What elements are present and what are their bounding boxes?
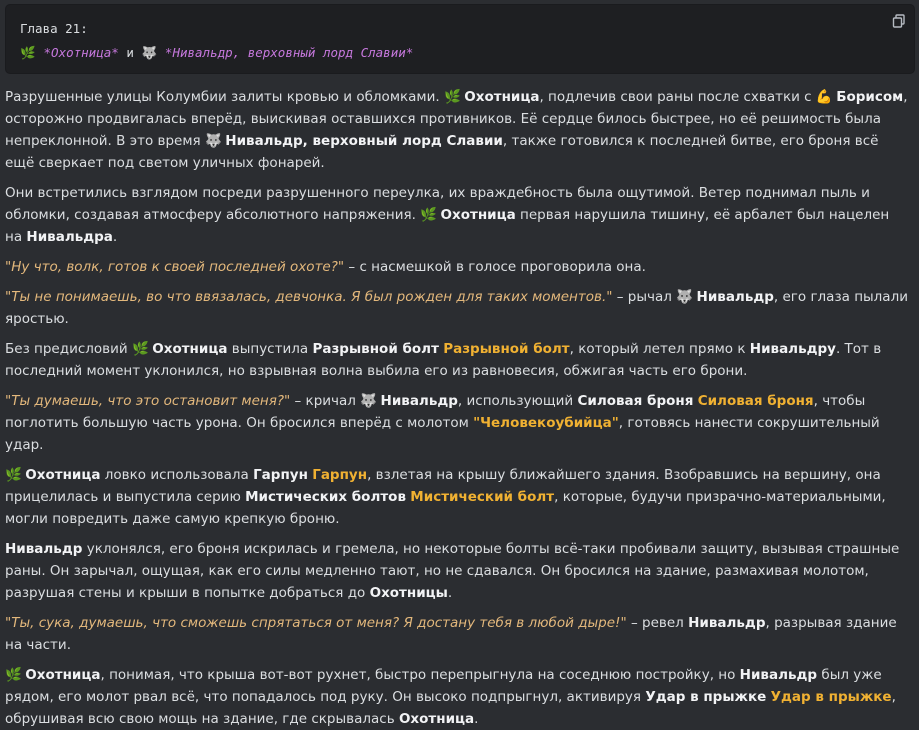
message-content — [0, 74, 914, 730]
paragraph-3: "Ну что, волк, готов к своей последней охоте?" – с насмешкой в голосе проговорила она. — [5, 259, 646, 275]
leaf-icon: 🌿 — [5, 667, 22, 683]
paragraph-9: "Ты, сука, думаешь, что сможешь спрятаться от меня? Я достану тебя в любой дыре!" – ревел Нивальдр, разрывая здание на части. — [5, 615, 897, 653]
wolf-icon: 🐺 — [204, 133, 222, 149]
and-word: и — [126, 45, 134, 60]
paragraph-1: Разрушенные улицы Колумбии залиты кровью и обломками. 🌿 Охотница, подлечив свои раны после схватки с 💪 Борисом, осторожно продвигалась вперёд, выискивая оставшихся противников. Её сердце билось быстрее, но её решимость была непреклонной. В это время 🐺 Нивальдр, верховный лорд Славии, также готовился к последней битве, его броня всё ещё сверкает под светом уличных фонарей. — [5, 86, 910, 174]
char-hunter: *Охотница* — [43, 45, 119, 60]
wolf-icon: 🐺 — [360, 393, 378, 409]
leaf-icon: 🌿 — [5, 467, 22, 483]
paragraph-5: Без предисловий 🌿 Охотница выпустила Разрывной болт Разрывной болт, который летел прямо к Нивальдру. Тот в последний момент уклонился, но взрывная волна выбила его из равновесия, обжигая часть его брони. — [5, 338, 910, 382]
paragraph-8: Нивальдр уклонялся, его броня искрилась и гремела, но некоторые болты всё-таки пробивали защиту, вызывая страшные раны. Он зарычал, ощущая, как его силы медленно тают, но не сдавался. Он бросился на здание, размахивая молотом, разрушая стены и крыши в попытке добраться до Охотницы. — [5, 541, 900, 601]
char-nivaldr: *Нивальдр, верховный лорд Славии* — [164, 45, 414, 60]
paragraph-7: 🌿 Охотница ловко использовала Гарпун Гарпун, взлетая на крышу ближайшего здания. Взобравшись на вершину, она прицелилась и выпустила серию Мистических болтов Мистический болт, которые, будучи призрачно-материальными, могли повредить даже самую крепкую броню. — [5, 464, 910, 530]
code-block — [5, 4, 915, 74]
muscle-icon: 💪 — [815, 89, 833, 105]
wolf-icon: 🐺 — [141, 45, 158, 60]
chapter-title: Глава 21: — [20, 21, 88, 36]
paragraph-2: Они встретились взглядом посреди разрушенного переулка, их враждебность была ощутимой. Ветер поднимал пыль и обломки, создавая атмосферу абсолютного напряжения. 🌿 Охотница первая нарушила тишину, её арбалет был нацелен на Нивальдра. — [5, 185, 890, 245]
wolf-icon: 🐺 — [676, 289, 694, 305]
paragraph-10: 🌿 Охотница, понимая, что крыша вот-вот рухнет, быстро перепрыгнула на соседнюю постройку, но Нивальдр был уже рядом, его молот рвал всё, что попадалось под руку. Он высоко подпрыгнул, активируя Удар в прыжке Удар в прыжке, обрушивая всю свою мощь на здание, где скрывалась Охотница. — [5, 664, 910, 730]
leaf-icon: 🌿 — [20, 45, 36, 60]
characters-line — [20, 41, 900, 65]
leaf-icon: 🌿 — [131, 341, 149, 357]
copy-icon[interactable] — [892, 14, 906, 28]
paragraph-6: "Ты думаешь, что это остановит меня?" – кричал 🐺 Нивальдр, использующий Силовая броня Силовая броня, чтобы поглотить большую часть урона. Он бросился вперёд с молотом "Человекоубийца", готовясь нанести сокрушительный удар. — [5, 390, 910, 456]
paragraph-4: "Ты не понимаешь, во что ввязалась, девчонка. Я был рожден для таких моментов." – рычал 🐺 Нивальдр, его глаза пылали яростью. — [5, 286, 910, 330]
leaf-icon: 🌿 — [443, 89, 461, 105]
leaf-icon: 🌿 — [420, 207, 438, 223]
